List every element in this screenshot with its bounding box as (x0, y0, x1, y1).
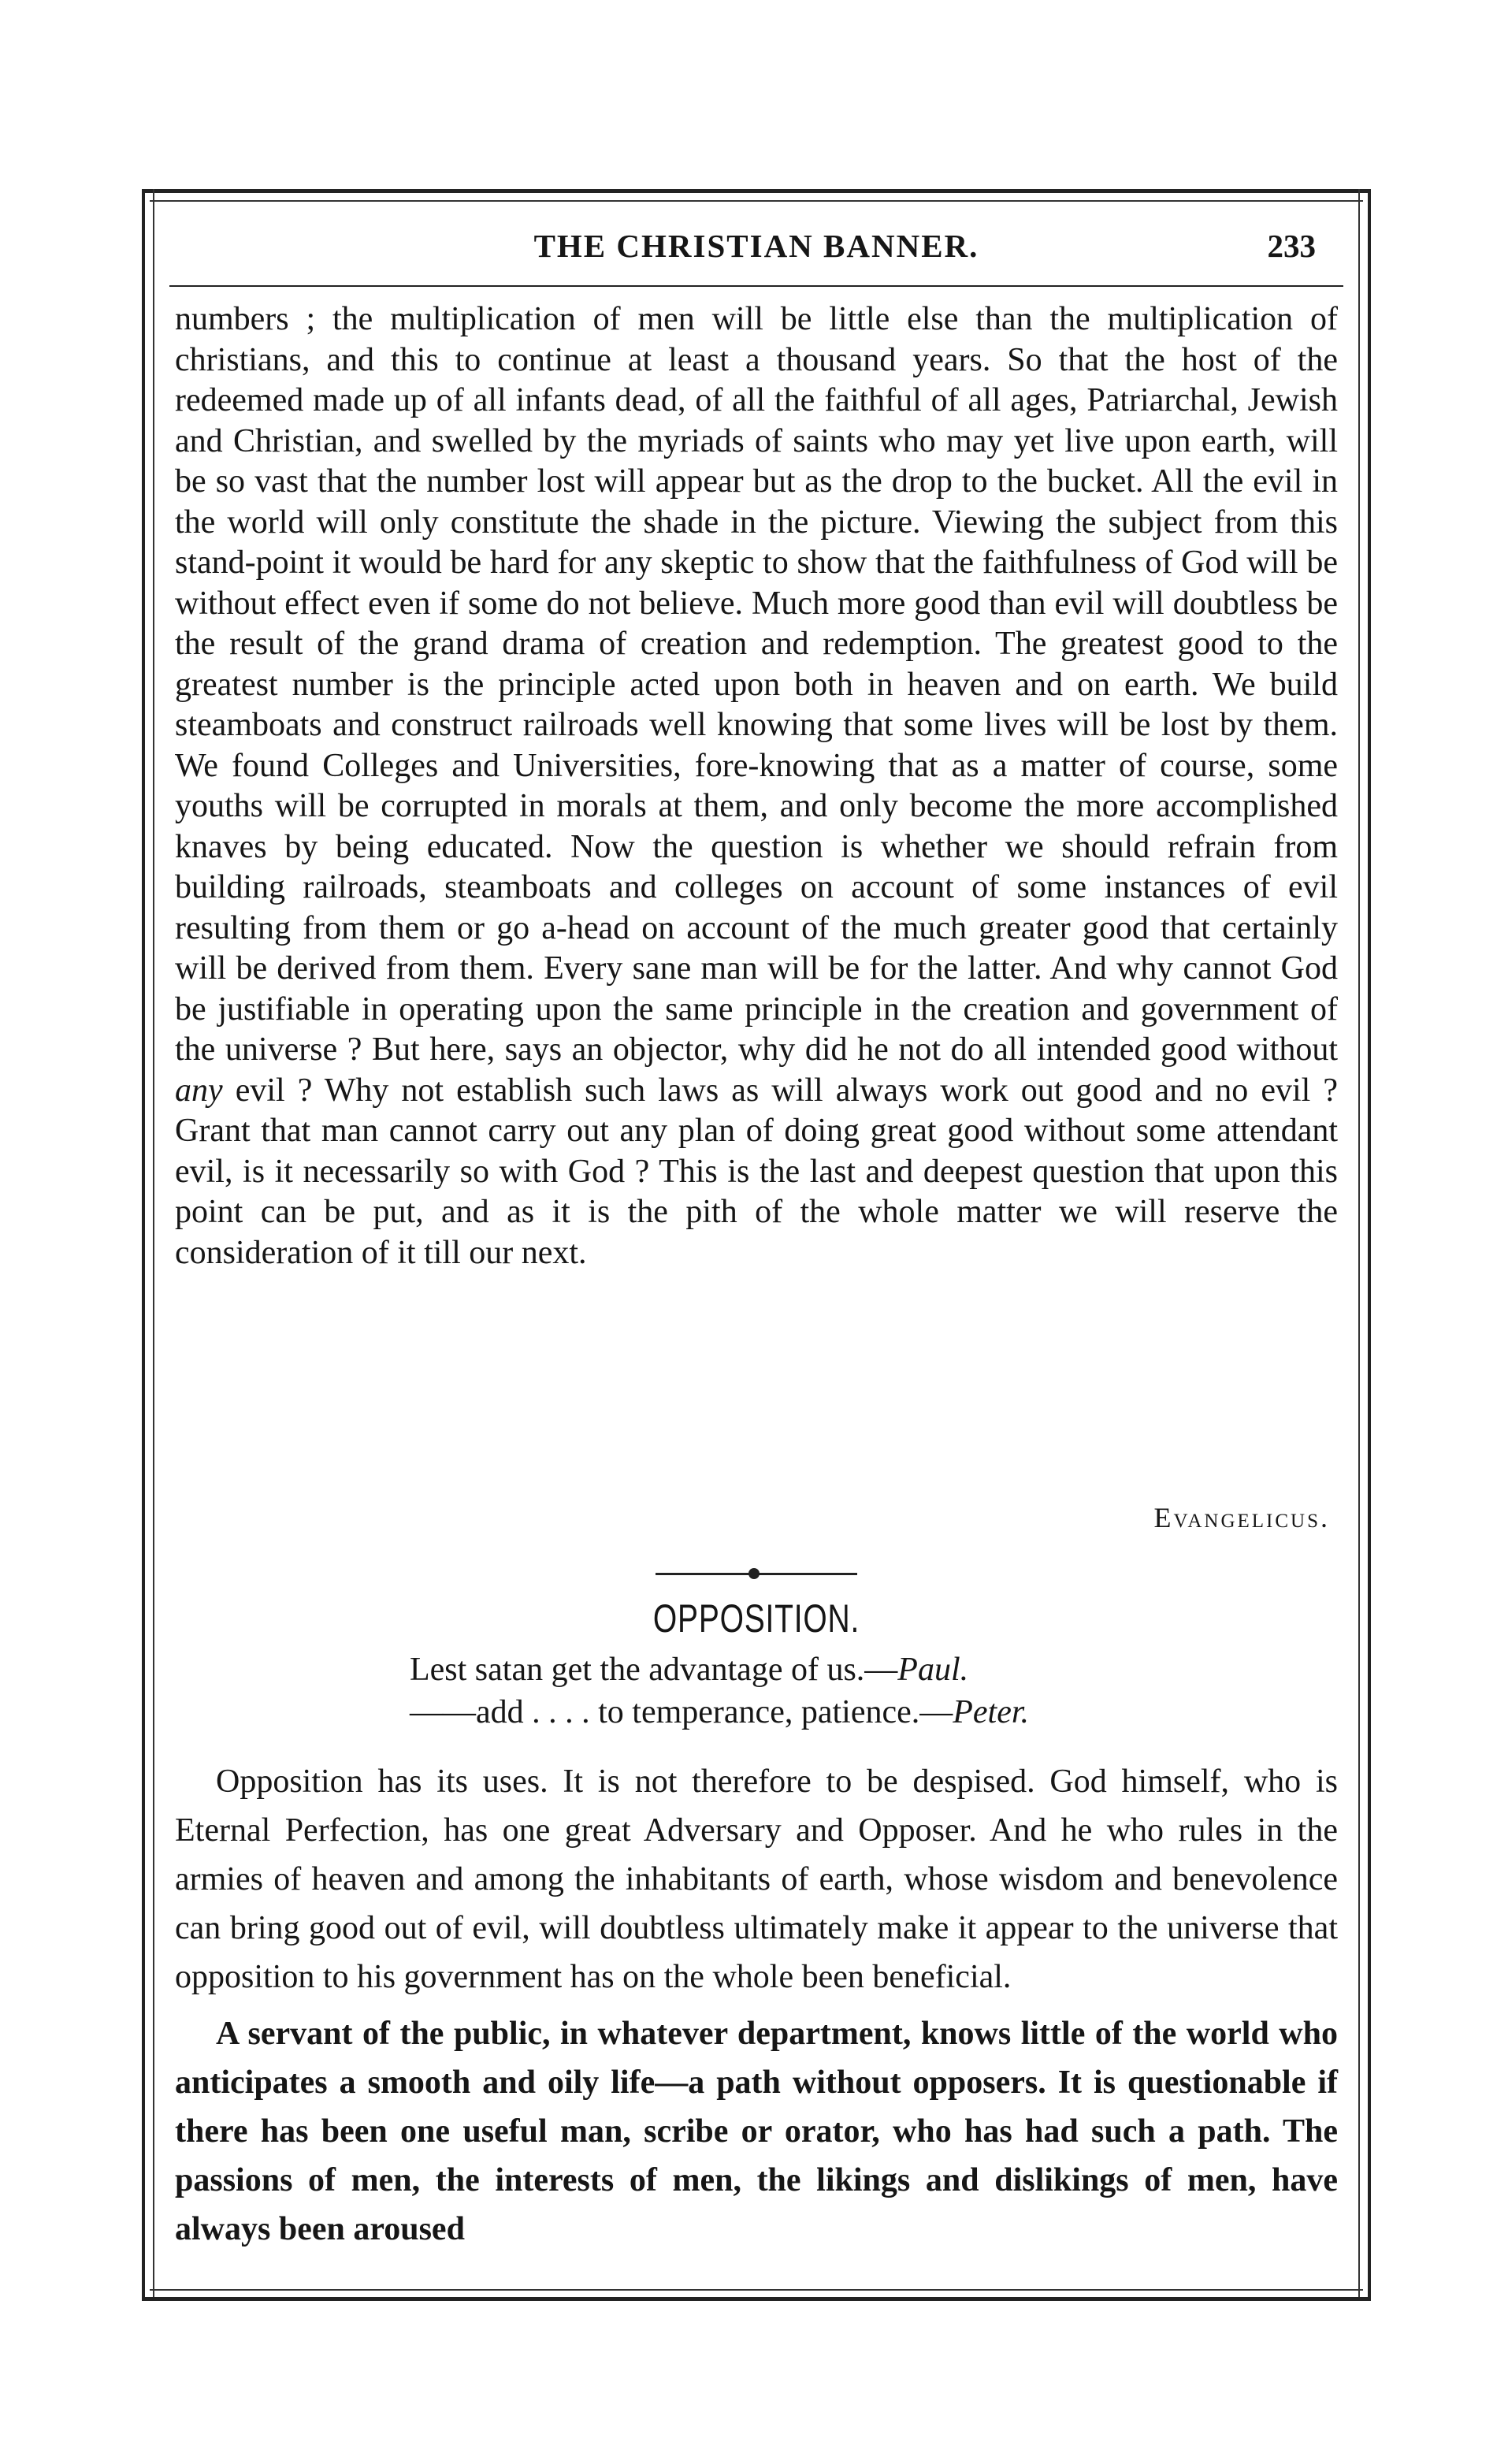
running-title: THE CHRISTIAN BANNER. (533, 228, 979, 264)
epigraph-1 (410, 1651, 1276, 1689)
running-head (173, 221, 1339, 276)
epigraph-2-author: Peter. (953, 1694, 1030, 1730)
section-paragraph-2: A servant of the public, in whatever department, knows little of the world who anticipates a smooth and oily life—a path without opposers. It is questionable if there has been one useful man, scribe or orator, who has had such a path. The passions of men, the interests of men, the likings and dislikings of men, have always been aroused (175, 2016, 1338, 2247)
article-continuation (175, 299, 1338, 1273)
bottom-border-rule (142, 2297, 1371, 2301)
article-paragraph (175, 299, 1338, 1273)
header-rule (169, 285, 1343, 287)
page-number: 233 (1267, 228, 1316, 264)
section-body (175, 1757, 1338, 2261)
article-paragraph-end: evil ? Why not establish such laws as will always work out good and no evil ? Grant that man cannot carry out any plan of doing great good without some attendant evil, is it necessarily so with God ? This is the last and deepest question that upon this point can be put, and as it is the pith of the whole matter we will reserve the consideration of it till our next. (175, 1072, 1339, 1271)
article-paragraph-text: numbers ; the multiplication of men will be little else than the multiplication of christians, and this to continue at least a thousand years. So that the host of the redeemed made up of all infants dead, of all the faithful of all ages, Patriarchal, Jewish and Christian, and swelled by the myriads of saints who may yet live upon earth, will be so vast that the number lost will appear but as the drop to the bucket. All the evil in the world will only constitute the shade in the picture. Viewing the subject from this stand-point it would be hard for any skeptic to show that the faithfulness of God will be without effect even if some do not believe. Much more good than evil will doubtless be the result of the grand drama of creation and redemption. The greatest good to the greatest number is the principle acted upon both in heaven and on earth. We build steamboats and construct railroads well knowing that some lives will be lost by them. We found Colleges and Universities, fore-knowing that as a matter of course, some youths will be corrupted in morals at them, and only become the more accomplished knaves by being educated. Now the question is whether we should refrain from building railroads, steamboats and colleges on account of some instances of evil resulting from them or go a-head on account of the much greater good that certainly will be derived from them. Every sane man will be for the latter. And why cannot God be justifiable in operating upon the same principle in the creation and government of the universe ? But here, says an objector, why did he not do all intended good without (175, 301, 1338, 1068)
emphasis-word: any (175, 1072, 223, 1109)
epigraph-2-text: ——add . . . . to temperance, patience.— (410, 1694, 953, 1730)
section-heading: OPPOSITION. (652, 1596, 860, 1641)
section-paragraph-1: Opposition has its uses. It is not therefore to be despised. God himself, who is Eternal Perfection, has one great Adversary and Opposer. And he who rules in the armies of heaven and among the inhabitants of earth, whose wisdom and benevolence can bring good out of evil, will doubtless ultimately make it appear to the universe that opposition to his government has on the whole been beneficial. (175, 1763, 1338, 1995)
epigraph-1-author: Paul. (897, 1652, 969, 1688)
epigraph-2 (410, 1693, 1276, 1731)
author-signature: Evangelicus. (1153, 1502, 1330, 1533)
divider-ornament (748, 1568, 760, 1579)
bottom-border-inner-rule (150, 2289, 1363, 2291)
epigraph-1-text: Lest satan get the advantage of us.— (410, 1652, 898, 1688)
